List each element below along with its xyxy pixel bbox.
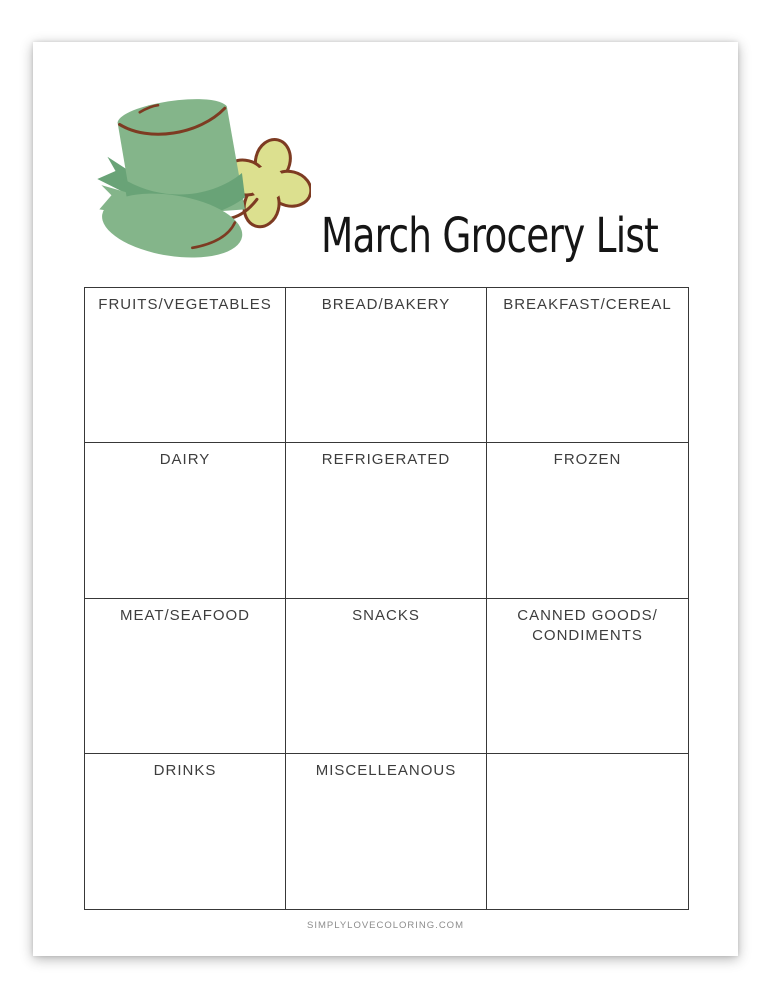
grocery-cell-refrigerated [286,443,487,598]
cell-label: BREAKFAST/CEREAL [503,296,672,313]
cell-label: DRINKS [153,761,217,779]
cell-label: MISCELLEANOUS [315,761,457,779]
grocery-cell-meat-seafood [85,599,286,754]
grocery-cell-fruits-vegetables [85,288,286,443]
leprechaun-hat-illustration [93,86,311,262]
printable-page [33,42,738,956]
cell-label: CANNED GOODS/ CONDIMENTS [517,606,658,644]
page-title: March Grocery List [321,208,658,264]
grocery-cell-empty [487,754,688,909]
grocery-cell-canned-goods-condiments [487,599,688,754]
grocery-cell-snacks [286,599,487,754]
cell-label: SNACKS [352,606,420,624]
cell-label: FROZEN [553,451,622,469]
cell-label: MEAT/SEAFOOD [119,606,251,624]
grocery-cell-drinks [85,754,286,909]
cell-label: REFRIGERATED [321,451,451,469]
grocery-category-grid [84,287,689,910]
grocery-cell-bread-bakery [286,288,487,443]
grocery-cell-dairy [85,443,286,598]
grocery-cell-frozen [487,443,688,598]
grocery-cell-miscelleanous [286,754,487,909]
footer-site-url: SIMPLYLOVECOLORING.COM [307,920,464,931]
cell-label: DAIRY [159,451,211,469]
grocery-cell-breakfast-cereal [487,288,688,443]
cell-label: BREAD/BAKERY [321,296,451,313]
cell-label: FRUITS/VEGETABLES [98,296,272,313]
